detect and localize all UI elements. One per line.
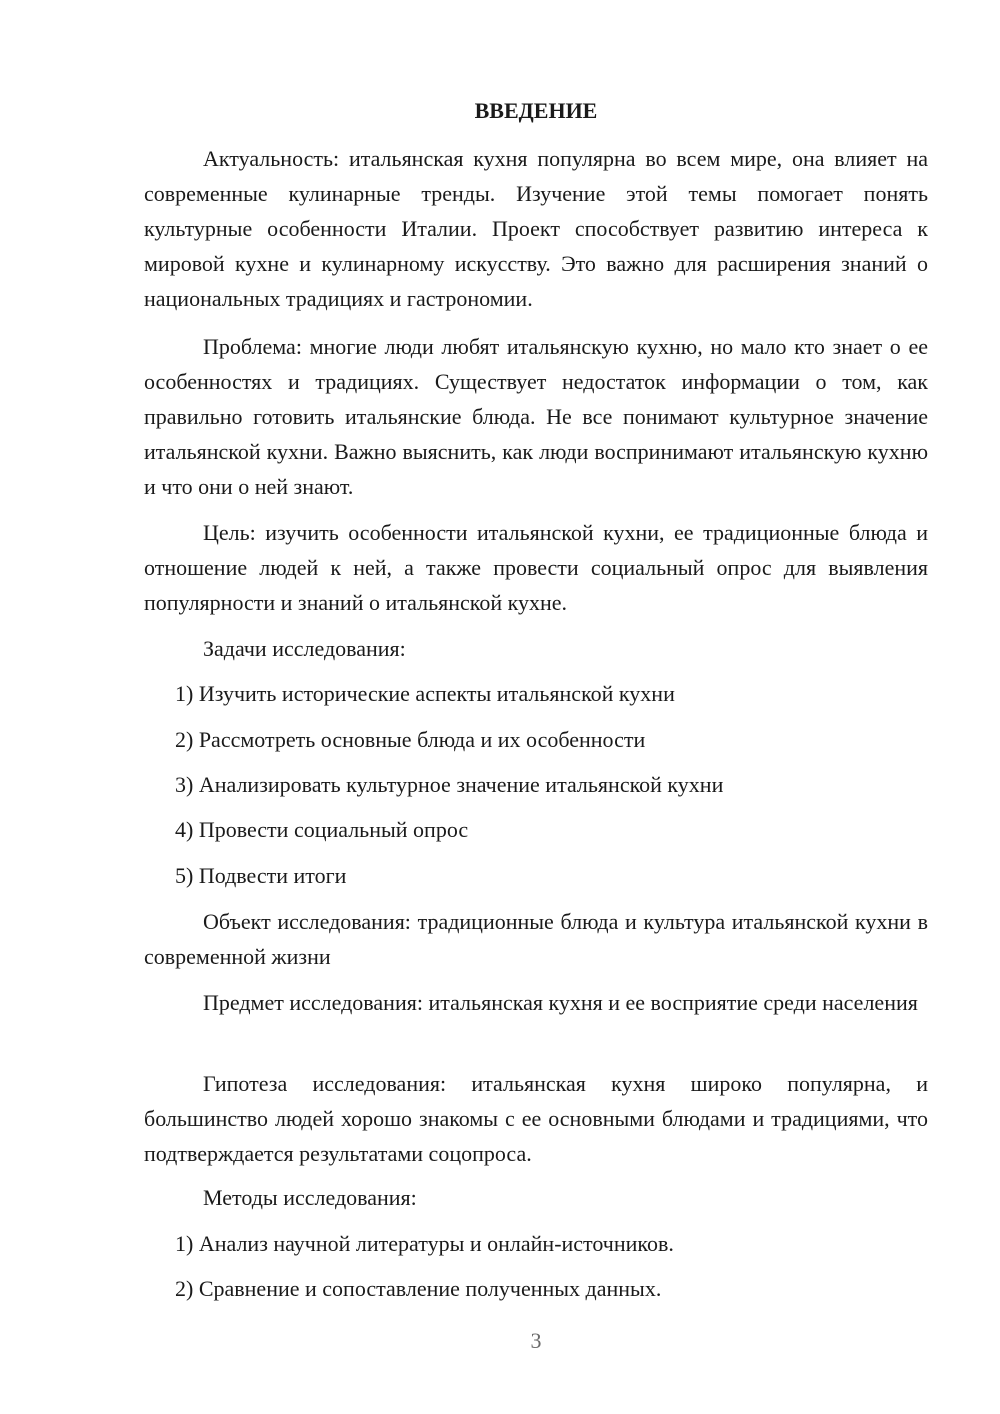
subject-paragraph: Предмет исследования: итальянская кухня и ее восприятие среди населения xyxy=(203,990,918,1015)
task-item: 1) Изучить исторические аспекты итальянской кухни xyxy=(175,681,675,706)
problem-paragraph: Проблема: многие люди любят итальянскую кухню, но мало кто знает о ее особенностях и традициях. Существует недостаток информации о том, как правильно готовить итальянские блюда. Не все понимают культурное значение итальянской кухни. Важно выяснить, как люди воспринимают итальянскую кухню и что они о ней знают. xyxy=(144,334,928,499)
task-item: 3) Анализировать культурное значение итальянской кухни xyxy=(175,772,724,797)
goal-paragraph: Цель: изучить особенности итальянской кухни, ее традиционные блюда и отношение людей к ней, а также провести социальный опрос для выявления популярности и знаний о итальянской кухне. xyxy=(144,520,928,615)
page-number: 3 xyxy=(530,1328,542,1353)
hypothesis-paragraph: Гипотеза исследования: итальянская кухня широко популярна, и большинство людей хорошо знакомы с ее основными блюдами и традициями, что подтверждается результатами соцопроса. xyxy=(144,1071,928,1166)
page-title: ВВЕДЕНИЕ xyxy=(474,98,598,123)
object-paragraph: Объект исследования: традиционные блюда и культура итальянской кухни в современной жизни xyxy=(144,909,928,969)
tasks-heading: Задачи исследования: xyxy=(203,636,406,661)
method-item: 2) Сравнение и сопоставление полученных данных. xyxy=(175,1276,662,1301)
methods-heading: Методы исследования: xyxy=(203,1185,417,1210)
relevance-paragraph: Актуальность: итальянская кухня популярна во всем мире, она влияет на современные кулинарные тренды. Изучение этой темы помогает понять культурные особенности Италии. Проект способствует развитию интереса к мировой кухне и кулинарному искусству. Это важно для расширения знаний о национальных традициях и гастрономии. xyxy=(144,146,928,311)
task-item: 2) Рассмотреть основные блюда и их особенности xyxy=(175,727,646,752)
method-item: 1) Анализ научной литературы и онлайн-источников. xyxy=(175,1231,674,1256)
task-item: 5) Подвести итоги xyxy=(175,863,347,888)
task-item: 4) Провести социальный опрос xyxy=(175,817,469,842)
